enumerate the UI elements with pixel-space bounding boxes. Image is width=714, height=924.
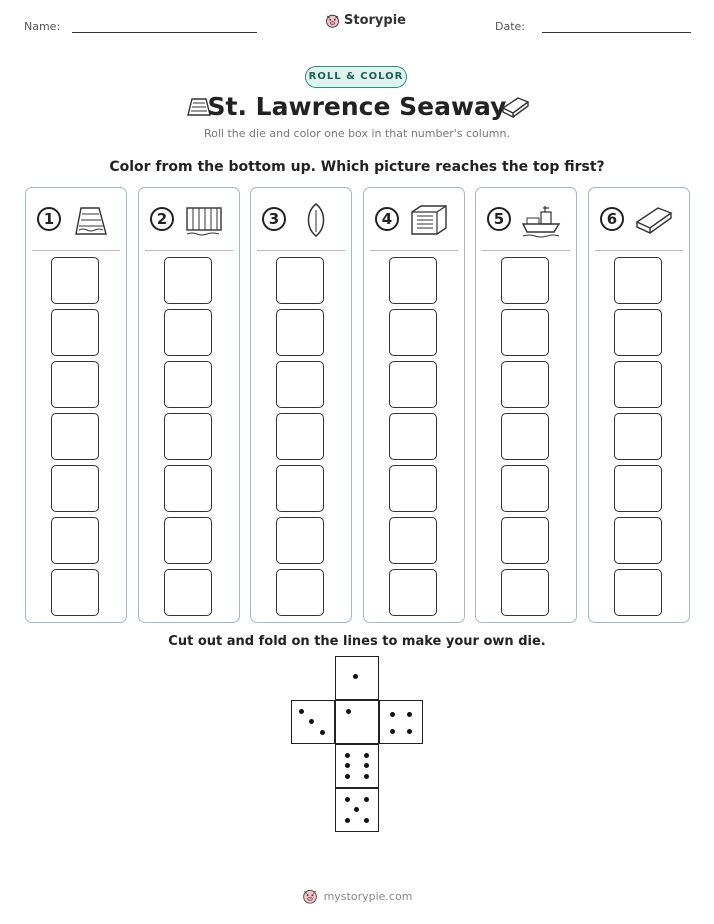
lock-gate-icon [409, 202, 449, 238]
color-box[interactable] [276, 257, 324, 304]
column-divider [257, 250, 345, 251]
color-box[interactable] [276, 465, 324, 512]
color-box[interactable] [389, 517, 437, 564]
die-pip [346, 709, 351, 714]
column-divider [32, 250, 120, 251]
color-box[interactable] [51, 257, 99, 304]
die-pip [407, 729, 412, 734]
ingot-icon [500, 94, 530, 118]
die-pip [407, 712, 412, 717]
column-number: 4 [375, 207, 399, 231]
color-box[interactable] [501, 569, 549, 616]
column-number: 2 [150, 207, 174, 231]
color-box[interactable] [389, 413, 437, 460]
color-box[interactable] [51, 517, 99, 564]
pig-mascot-icon [302, 888, 318, 904]
color-box[interactable] [51, 569, 99, 616]
date-field[interactable] [542, 32, 691, 33]
die-pip [320, 730, 325, 735]
column-number: 5 [487, 207, 511, 231]
color-box[interactable] [164, 257, 212, 304]
color-box[interactable] [389, 569, 437, 616]
footer [0, 888, 714, 904]
color-box[interactable] [164, 517, 212, 564]
column-number: 6 [600, 207, 624, 231]
die-pip [345, 753, 350, 758]
color-box[interactable] [276, 361, 324, 408]
die-pip [364, 774, 369, 779]
color-box[interactable] [164, 413, 212, 460]
die-pip [345, 818, 350, 823]
color-box[interactable] [389, 465, 437, 512]
color-box[interactable] [501, 465, 549, 512]
die-pip [364, 797, 369, 802]
color-box[interactable] [276, 569, 324, 616]
die-face-1 [335, 700, 379, 744]
color-box[interactable] [389, 309, 437, 356]
column-6 [588, 187, 690, 623]
brand-name: Storypie [344, 13, 406, 28]
die-pip [354, 807, 359, 812]
name-label: Name: [24, 20, 61, 33]
color-box[interactable] [389, 361, 437, 408]
die-face-1 [335, 656, 379, 700]
pig-mascot-icon [325, 13, 340, 28]
column-number: 1 [37, 207, 61, 231]
color-box[interactable] [51, 413, 99, 460]
color-box[interactable] [501, 257, 549, 304]
color-box[interactable] [614, 361, 662, 408]
color-box[interactable] [276, 309, 324, 356]
color-box[interactable] [614, 257, 662, 304]
die-pip [390, 712, 395, 717]
die-pip [364, 818, 369, 823]
page-title: St. Lawrence Seaway [207, 92, 507, 121]
column-3 [250, 187, 352, 623]
die-pip [299, 709, 304, 714]
color-box[interactable] [501, 517, 549, 564]
color-box[interactable] [51, 361, 99, 408]
color-box[interactable] [501, 413, 549, 460]
die-pip [345, 774, 350, 779]
color-box[interactable] [276, 413, 324, 460]
column-1 [25, 187, 127, 623]
color-box[interactable] [614, 517, 662, 564]
die-face-5 [335, 788, 379, 832]
column-divider [595, 250, 683, 251]
column-number: 3 [262, 207, 286, 231]
column-5 [475, 187, 577, 623]
color-box[interactable] [389, 257, 437, 304]
color-box[interactable] [614, 465, 662, 512]
die-pip [364, 753, 369, 758]
color-box[interactable] [501, 361, 549, 408]
color-box[interactable] [51, 465, 99, 512]
die-pip [353, 674, 358, 679]
seed-icon [296, 202, 336, 238]
ingot-icon [634, 202, 674, 238]
die-pip [345, 763, 350, 768]
column-divider [370, 250, 458, 251]
color-box[interactable] [164, 569, 212, 616]
cargo-ship-icon [521, 202, 561, 238]
canal-lock-icon [71, 202, 111, 238]
color-box[interactable] [614, 309, 662, 356]
column-4 [363, 187, 465, 623]
activity-badge: ROLL & COLOR [305, 66, 407, 88]
color-box[interactable] [164, 361, 212, 408]
footer-url[interactable]: mystorypie.com [323, 889, 413, 903]
column-divider [145, 250, 233, 251]
color-box[interactable] [164, 309, 212, 356]
die-pip [345, 797, 350, 802]
die-face-6 [335, 744, 379, 788]
color-box[interactable] [614, 569, 662, 616]
color-box[interactable] [614, 413, 662, 460]
brand-logo [325, 13, 406, 28]
die-face-3 [291, 700, 335, 744]
name-field[interactable] [72, 32, 257, 33]
die-pip [309, 719, 314, 724]
color-box[interactable] [501, 309, 549, 356]
color-box[interactable] [164, 465, 212, 512]
die-face-4 [379, 700, 423, 744]
color-box[interactable] [51, 309, 99, 356]
column-divider [482, 250, 570, 251]
column-2 [138, 187, 240, 623]
instruction: Color from the bottom up. Which picture reaches the top first? [109, 159, 605, 175]
dam-icon [184, 202, 224, 238]
die-instruction: Cut out and fold on the lines to make your own die. [168, 634, 546, 649]
die-pip [364, 763, 369, 768]
subtitle: Roll the die and color one box in that number's column. [204, 127, 510, 140]
die-pip [390, 729, 395, 734]
color-box[interactable] [276, 517, 324, 564]
date-label: Date: [495, 20, 525, 33]
